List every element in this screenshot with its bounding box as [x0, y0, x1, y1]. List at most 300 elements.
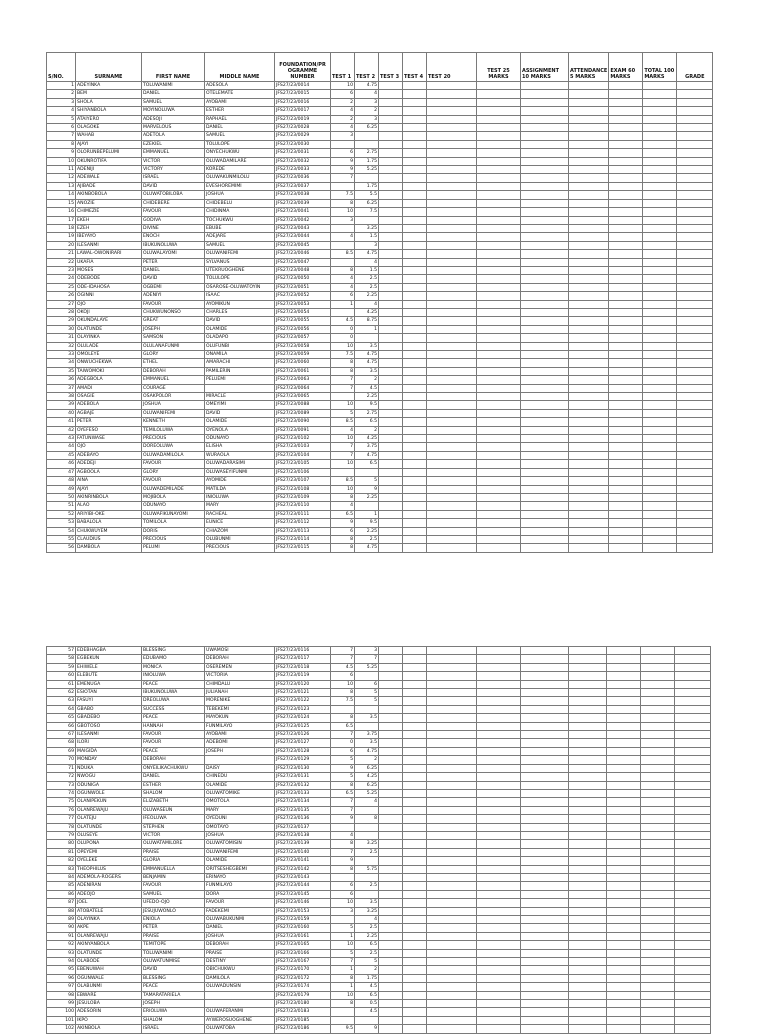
cell-empty: [477, 174, 521, 182]
cell-empty: [569, 916, 607, 924]
cell-empty: [427, 655, 477, 663]
cell-empty: [569, 722, 607, 730]
cell-empty: [569, 275, 609, 283]
cell-middle-name: FAVOUR: [205, 899, 275, 907]
cell-sno: 22: [47, 258, 76, 266]
cell-middle-name: [205, 991, 275, 999]
cell-empty: [379, 882, 403, 890]
cell-empty: [427, 697, 477, 705]
cell-empty: [569, 283, 609, 291]
cell-empty: [403, 756, 427, 764]
cell-empty: [643, 224, 677, 232]
table-row: [47, 663, 711, 671]
table-row: [47, 932, 711, 940]
cell-first-name: FAVOUR: [142, 739, 205, 747]
cell-middle-name: ONYECHUKWU: [205, 149, 275, 157]
cell-first-name: OLUWATAMILORE: [142, 840, 205, 848]
cell-empty: [609, 149, 643, 157]
cell-empty: [521, 831, 569, 839]
cell-test1: 8: [331, 535, 355, 543]
cell-test2: 5.25: [355, 663, 379, 671]
table-row: [47, 166, 713, 174]
cell-empty: [427, 208, 477, 216]
cell-foundation-number: JFS27/23/0126: [275, 731, 331, 739]
cell-empty: [403, 873, 427, 881]
cell-empty: [427, 815, 477, 823]
table-row: [47, 647, 711, 655]
cell-empty: [569, 848, 607, 856]
cell-empty: [675, 991, 711, 999]
cell-test1: 8: [331, 199, 355, 207]
table-row: [47, 157, 713, 165]
cell-empty: [521, 974, 569, 982]
cell-empty: [609, 426, 643, 434]
cell-test2: 6.5: [355, 941, 379, 949]
cell-first-name: DEBORAH: [142, 367, 205, 375]
cell-surname: OLUSEYE: [76, 831, 142, 839]
cell-foundation-number: JFS27/23/0107: [275, 477, 331, 485]
cell-empty: [477, 882, 521, 890]
table-row: [47, 747, 711, 755]
cell-empty: [379, 107, 403, 115]
cell-test2: [355, 831, 379, 839]
cell-middle-name: EVESHOREMIMI: [205, 182, 275, 190]
cell-empty: [643, 535, 677, 543]
cell-empty: [641, 958, 675, 966]
cell-empty: [569, 519, 609, 527]
cell-middle-name: MIRACLE: [205, 393, 275, 401]
cell-foundation-number: JFS27/23/0116: [275, 647, 331, 655]
cell-middle-name: UTEKRUOGHENE: [205, 266, 275, 274]
cell-empty: [677, 342, 713, 350]
cell-empty: [677, 292, 713, 300]
cell-test1: [331, 140, 355, 148]
cell-first-name: GLORY: [142, 468, 205, 476]
cell-empty: [379, 191, 403, 199]
cell-empty: [403, 519, 427, 527]
cell-empty: [403, 460, 427, 468]
cell-empty: [641, 857, 675, 865]
cell-first-name: FAVOUR: [142, 731, 205, 739]
cell-empty: [569, 157, 609, 165]
cell-test1: 9.5: [331, 1025, 355, 1033]
cell-empty: [609, 334, 643, 342]
cell-test2: 3: [355, 98, 379, 106]
cell-empty: [403, 974, 427, 982]
cell-empty: [427, 477, 477, 485]
cell-empty: [569, 451, 609, 459]
cell-empty: [403, 308, 427, 316]
cell-empty: [677, 275, 713, 283]
cell-empty: [379, 731, 403, 739]
cell-empty: [477, 647, 521, 655]
cell-empty: [521, 468, 569, 476]
table-row: [47, 426, 713, 434]
cell-empty: [643, 510, 677, 518]
cell-empty: [569, 493, 609, 501]
cell-surname: EBENUWAH: [76, 966, 142, 974]
cell-empty: [607, 739, 641, 747]
cell-empty: [641, 924, 675, 932]
cell-empty: [477, 334, 521, 342]
cell-test1: 7: [331, 443, 355, 451]
cell-surname: OKOJI: [76, 308, 142, 316]
cell-first-name: EMMANUELLA: [142, 865, 205, 873]
cell-empty: [609, 384, 643, 392]
cell-first-name: ERIOLUWA: [142, 1008, 205, 1016]
cell-empty: [569, 873, 607, 881]
cell-test1: 8: [331, 367, 355, 375]
cell-empty: [609, 317, 643, 325]
cell-surname: AJAYI: [76, 140, 142, 148]
cell-empty: [403, 798, 427, 806]
cell-empty: [477, 907, 521, 915]
cell-empty: [607, 798, 641, 806]
table-row: [47, 174, 713, 182]
cell-first-name: SHALOM: [142, 1016, 205, 1024]
cell-empty: [403, 182, 427, 190]
cell-foundation-number: JFS27/23/0153: [275, 907, 331, 915]
cell-test1: [331, 916, 355, 924]
cell-empty: [427, 857, 477, 865]
cell-empty: [643, 393, 677, 401]
cell-middle-name: EUNICE: [205, 519, 275, 527]
cell-test2: 3.5: [355, 342, 379, 350]
cell-foundation-number: JFS27/23/0122: [275, 697, 331, 705]
cell-middle-name: [205, 756, 275, 764]
cell-empty: [609, 82, 643, 90]
cell-empty: [427, 468, 477, 476]
cell-empty: [477, 510, 521, 518]
cell-test1: [331, 182, 355, 190]
cell-surname: ADENIJI: [76, 166, 142, 174]
cell-empty: [569, 731, 607, 739]
cell-empty: [607, 756, 641, 764]
cell-middle-name: ADEJARE: [205, 233, 275, 241]
cell-empty: [477, 384, 521, 392]
cell-surname: OLABODE: [76, 958, 142, 966]
cell-empty: [477, 890, 521, 898]
cell-test1: 7.5: [331, 191, 355, 199]
cell-empty: [403, 426, 427, 434]
cell-empty: [521, 731, 569, 739]
cell-empty: [521, 697, 569, 705]
cell-foundation-number: JFS27/23/0146: [275, 899, 331, 907]
cell-sno: 72: [47, 773, 76, 781]
cell-empty: [427, 149, 477, 157]
cell-empty: [677, 140, 713, 148]
cell-empty: [675, 689, 711, 697]
cell-middle-name: ERINAYO: [205, 873, 275, 881]
cell-test2: [355, 334, 379, 342]
cell-empty: [477, 216, 521, 224]
cell-empty: [403, 966, 427, 974]
cell-empty: [379, 848, 403, 856]
cell-empty: [677, 308, 713, 316]
cell-empty: [477, 527, 521, 535]
cell-empty: [609, 241, 643, 249]
cell-empty: [379, 325, 403, 333]
cell-empty: [403, 98, 427, 106]
cell-test1: 5: [331, 773, 355, 781]
cell-empty: [403, 705, 427, 713]
cell-empty: [379, 443, 403, 451]
cell-empty: [477, 899, 521, 907]
cell-empty: [477, 258, 521, 266]
table-row: [47, 544, 713, 552]
cell-test1: 7: [331, 384, 355, 392]
cell-surname: ONWUCHEKWA: [76, 359, 142, 367]
cell-test1: 9: [331, 166, 355, 174]
cell-middle-name: RACHEAL: [205, 510, 275, 518]
cell-empty: [607, 781, 641, 789]
cell-test1: 7.5: [331, 697, 355, 705]
cell-test2: 4.25: [355, 435, 379, 443]
cell-empty: [677, 224, 713, 232]
cell-first-name: JOSEPH: [142, 1000, 205, 1008]
cell-empty: [379, 672, 403, 680]
cell-foundation-number: JFS27/23/0036: [275, 174, 331, 182]
cell-empty: [477, 90, 521, 98]
cell-empty: [477, 426, 521, 434]
cell-empty: [569, 773, 607, 781]
cell-empty: [403, 899, 427, 907]
cell-middle-name: OLUFUNBI: [205, 342, 275, 350]
cell-empty: [641, 974, 675, 982]
cell-empty: [521, 98, 569, 106]
cell-empty: [569, 823, 607, 831]
cell-empty: [379, 1008, 403, 1016]
cell-empty: [477, 831, 521, 839]
cell-empty: [403, 655, 427, 663]
cell-foundation-number: JFS27/23/0029: [275, 132, 331, 140]
cell-middle-name: OLAMIDE: [205, 781, 275, 789]
cell-empty: [379, 426, 403, 434]
cell-first-name: TEMILOLUWA: [142, 426, 205, 434]
cell-surname: ILESANMI: [76, 731, 142, 739]
cell-empty: [641, 983, 675, 991]
cell-empty: [641, 714, 675, 722]
cell-sno: 90: [47, 924, 76, 932]
cell-first-name: PEACE: [142, 680, 205, 688]
cell-empty: [403, 174, 427, 182]
cell-surname: MAIGIDA: [76, 747, 142, 755]
cell-empty: [427, 451, 477, 459]
cell-empty: [641, 672, 675, 680]
cell-test1: 9: [331, 815, 355, 823]
cell-empty: [675, 1000, 711, 1008]
cell-middle-name: OLUWAFERANMI: [205, 1008, 275, 1016]
cell-empty: [379, 98, 403, 106]
cell-test1: 4: [331, 426, 355, 434]
cell-foundation-number: JFS27/23/0132: [275, 781, 331, 789]
cell-surname: OLATEJU: [76, 815, 142, 823]
cell-test1: 10: [331, 82, 355, 90]
table-row: [47, 916, 711, 924]
cell-surname: AKINBOLA: [76, 1025, 142, 1033]
cell-empty: [569, 815, 607, 823]
cell-empty: [521, 502, 569, 510]
table-row: [47, 275, 713, 283]
cell-empty: [427, 140, 477, 148]
cell-empty: [569, 697, 607, 705]
header-row: [47, 53, 713, 82]
cell-empty: [477, 941, 521, 949]
cell-empty: [477, 991, 521, 999]
cell-empty: [477, 663, 521, 671]
table-row: [47, 82, 713, 90]
cell-test1: 8: [331, 781, 355, 789]
cell-middle-name: RAPHAEL: [205, 115, 275, 123]
cell-sno: 9: [47, 149, 76, 157]
cell-empty: [427, 351, 477, 359]
table-row: [47, 697, 711, 705]
cell-empty: [521, 991, 569, 999]
cell-test2: 2: [355, 426, 379, 434]
cell-middle-name: CHIDEBELU: [205, 199, 275, 207]
table-row: [47, 493, 713, 501]
cell-empty: [677, 216, 713, 224]
cell-test2: 5.25: [355, 789, 379, 797]
cell-sno: 60: [47, 672, 76, 680]
cell-test2: 4.25: [355, 773, 379, 781]
table-row: [47, 443, 713, 451]
cell-sno: 34: [47, 359, 76, 367]
cell-empty: [403, 317, 427, 325]
cell-surname: AJIBADE: [76, 182, 142, 190]
cell-empty: [675, 924, 711, 932]
cell-sno: 37: [47, 384, 76, 392]
cell-empty: [427, 426, 477, 434]
cell-empty: [403, 647, 427, 655]
cell-empty: [521, 149, 569, 157]
cell-empty: [427, 882, 477, 890]
cell-empty: [677, 409, 713, 417]
cell-empty: [427, 806, 477, 814]
cell-middle-name: MAYOKUN: [205, 714, 275, 722]
cell-empty: [379, 359, 403, 367]
cell-empty: [677, 493, 713, 501]
cell-surname: EMENUGA: [76, 680, 142, 688]
cell-empty: [609, 166, 643, 174]
cell-empty: [641, 798, 675, 806]
cell-empty: [569, 907, 607, 915]
cell-test2: 1: [355, 510, 379, 518]
cell-sno: 82: [47, 857, 76, 865]
cell-empty: [379, 697, 403, 705]
cell-empty: [641, 865, 675, 873]
cell-empty: [427, 831, 477, 839]
cell-test1: 7: [331, 798, 355, 806]
cell-test2: 0.5: [355, 1000, 379, 1008]
cell-test2: 7: [355, 655, 379, 663]
cell-test2: 9: [355, 485, 379, 493]
cell-first-name: INIOLUWA: [142, 672, 205, 680]
cell-test1: 6: [331, 890, 355, 898]
cell-test2: 6.5: [355, 460, 379, 468]
cell-first-name: ISRAEL: [142, 1025, 205, 1033]
cell-empty: [643, 426, 677, 434]
cell-empty: [403, 233, 427, 241]
cell-empty: [677, 107, 713, 115]
cell-test1: 8.5: [331, 250, 355, 258]
cell-test2: 6: [355, 680, 379, 688]
cell-empty: [403, 477, 427, 485]
cell-test2: 2.75: [355, 149, 379, 157]
cell-empty: [521, 857, 569, 865]
cell-first-name: SUCCESS: [142, 705, 205, 713]
cell-test2: 8.75: [355, 317, 379, 325]
cell-middle-name: OLUWABUKUNMI: [205, 916, 275, 924]
cell-empty: [607, 773, 641, 781]
cell-empty: [403, 292, 427, 300]
cell-empty: [677, 115, 713, 123]
cell-first-name: SAMSON: [142, 334, 205, 342]
cell-first-name: EMMANUEL: [142, 149, 205, 157]
cell-empty: [521, 140, 569, 148]
cell-empty: [379, 292, 403, 300]
cell-empty: [427, 409, 477, 417]
cell-empty: [643, 376, 677, 384]
cell-surname: AKINYANBOLA: [76, 941, 142, 949]
cell-empty: [427, 899, 477, 907]
cell-surname: OGINNI: [76, 292, 142, 300]
cell-surname: OLATUNDE: [76, 823, 142, 831]
cell-empty: [677, 300, 713, 308]
cell-empty: [643, 191, 677, 199]
cell-empty: [609, 107, 643, 115]
table-row: [47, 831, 711, 839]
cell-empty: [643, 250, 677, 258]
cell-empty: [427, 199, 477, 207]
cell-sno: 87: [47, 899, 76, 907]
cell-empty: [569, 502, 609, 510]
cell-foundation-number: JFS27/23/0058: [275, 342, 331, 350]
cell-empty: [477, 98, 521, 106]
cell-empty: [677, 468, 713, 476]
cell-empty: [379, 840, 403, 848]
cell-empty: [477, 798, 521, 806]
cell-empty: [477, 815, 521, 823]
cell-empty: [641, 823, 675, 831]
cell-empty: [427, 840, 477, 848]
cell-test2: 1: [355, 325, 379, 333]
cell-empty: [477, 535, 521, 543]
cell-empty: [477, 485, 521, 493]
cell-surname: JESULOBA: [76, 1000, 142, 1008]
table-row: [47, 451, 713, 459]
cell-empty: [403, 435, 427, 443]
cell-empty: [677, 266, 713, 274]
cell-empty: [427, 182, 477, 190]
cell-test1: 8: [331, 266, 355, 274]
cell-empty: [677, 418, 713, 426]
cell-empty: [403, 932, 427, 940]
table-row: [47, 949, 711, 957]
cell-empty: [677, 199, 713, 207]
cell-empty: [521, 1000, 569, 1008]
cell-surname: ADENIRAN: [76, 882, 142, 890]
cell-middle-name: DORA: [205, 890, 275, 898]
cell-empty: [569, 840, 607, 848]
cell-first-name: SAMUEL: [142, 890, 205, 898]
cell-first-name: PRECIOUS: [142, 435, 205, 443]
cell-empty: [677, 182, 713, 190]
cell-test2: 4.75: [355, 451, 379, 459]
cell-test2: 3.25: [355, 907, 379, 915]
cell-empty: [569, 300, 609, 308]
cell-empty: [643, 485, 677, 493]
